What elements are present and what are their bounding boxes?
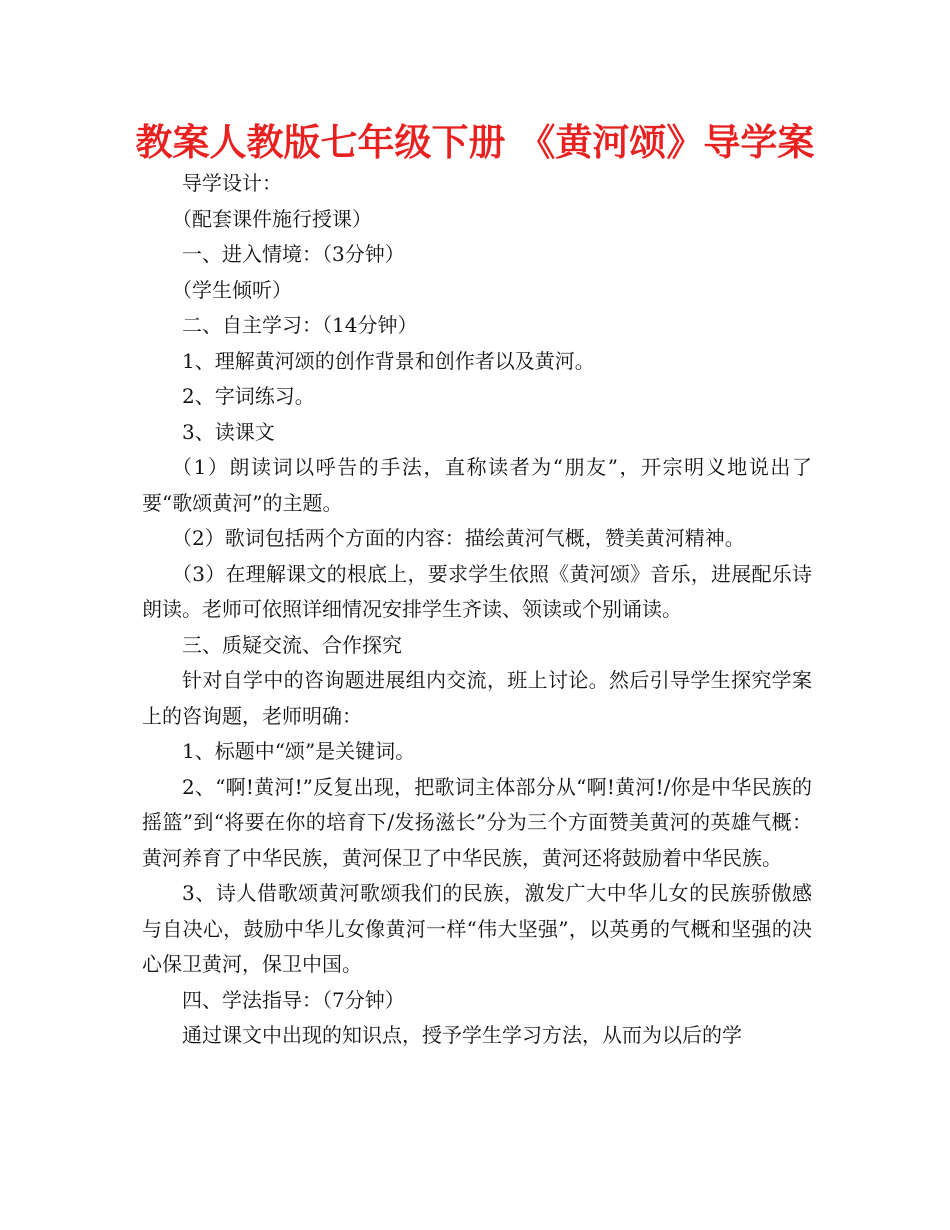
paragraph-item-1: 1、理解黄河颂的创作背景和创作者以及黄河。 [182,348,595,373]
paragraph-method: 通过课文中出现的知识点，授予学生学习方法，从而为以后的学 [182,1023,742,1047]
paragraph-section-2-heading: 二、自主学习：（14分钟） [182,313,418,337]
document-title: 教案人教版七年级下册 《黄河颂》导学案 [135,121,815,164]
paragraph-section-1-heading: 一、进入情境：（3分钟） [182,242,405,266]
document-body [142,166,812,1054]
paragraph-design-heading: 导学设计： [182,171,282,195]
paragraph-discussion: 针对自学中的咨询题进展组内交流，班上讨论。然后引导学生探究学案上的咨询题，老师明确： [142,668,812,728]
paragraph-section-3-heading: 三、质疑交流、合作探究 [182,632,402,657]
paragraph-section-4-heading: 四、学法指导：（7分钟） [182,987,405,1012]
paragraph-point-3: 3、诗人借歌颂黄河歌颂我们的民族，激发广大中华儿女的民族骄傲感与自决心，鼓励中华儿女像黄河一样“伟大坚强”，以英勇的气概和坚强的决心保卫黄河，保卫中国。 [142,881,812,976]
paragraph-item-2: 2、字词练习。 [182,384,315,408]
paragraph-point-2: 2、“啊!黄河!”反复出现，把歌词主体部分从“啊!黄河!/你是中华民族的摇篮”到“将要在你的培育下/发扬滋长”分为三个方面赞美黄河的英雄气概：黄河养育了中华民族，黄河保卫了中华民族，黄河还将鼓励着中华民族。 [142,774,812,870]
paragraph-sub-2: （2）歌词包括两个方面的内容：描绘黄河气概，赞美黄河精神。 [172,526,745,550]
paragraph-courseware-note: （配套课件施行授课） [172,206,372,231]
paragraph-student-listen: （学生倾听） [172,277,292,302]
paragraph-sub-3: （3）在理解课文的根底上，要求学生依照《黄河颂》音乐，进展配乐诗朗读。老师可依照详细情况安排学生齐读、领读或个别诵读。 [142,561,812,621]
paragraph-point-1: 1、标题中“颂”是关键词。 [182,739,416,763]
paragraph-item-3: 3、读课文 [182,419,275,444]
paragraph-sub-1: （1）朗读词以呼告的手法，直称读者为“朋友”，开宗明义地说出了要“歌颂黄河”的主题。 [142,455,812,515]
